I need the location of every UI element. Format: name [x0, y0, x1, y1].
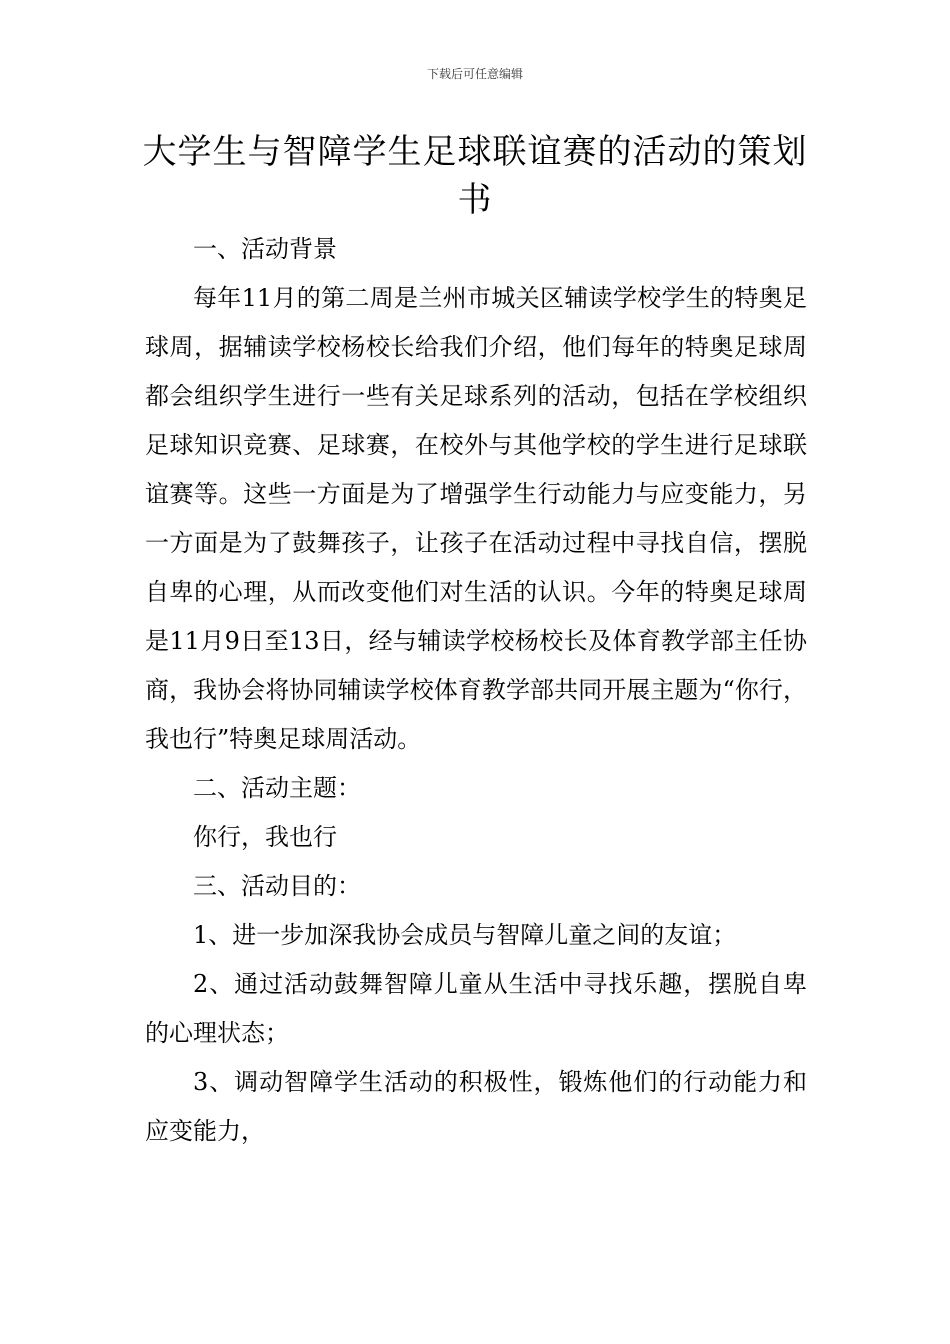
goal-item-1: 1、进一步加深我协会成员与智障儿童之间的友谊；: [193, 921, 737, 949]
document-body: [145, 225, 807, 1156]
background-paragraph: 每年11月的第二周是兰州市城关区辅读学校学生的特奥足球周，据辅读学校杨校长给我们介绍，他们每年的特奥足球周都会组织学生进行一些有关足球系列的活动，包括在学校组织足球知识竞赛、足球赛，在校外与其他学校的学生进行足球联谊赛等。这些一方面是为了增强学生行动能力与应变能力，另一方面是为了鼓舞孩子，让孩子在活动过程中寻找自信，摆脱自卑的心理，从而改变他们对生活的认识。今年的特奥足球周是11月9日至13日，经与辅读学校杨校长及体育教学部主任协商，我协会将协同辅读学校体育教学部共同开展主题为“你行，我也行”特奥足球周活动。: [145, 284, 807, 753]
goal-item-2: 2、通过活动鼓舞智障儿童从生活中寻找乐趣，摆脱自卑的心理状态；: [145, 970, 807, 1047]
section-heading-background: 一、活动背景: [193, 235, 337, 263]
header-note: 下载后可任意编辑: [426, 67, 523, 81]
document-title: 大学生与智障学生足球联谊赛的活动的策划书: [142, 132, 808, 220]
goal-item-3: 3、调动智障学生活动的积极性，锻炼他们的行动能力和应变能力，: [145, 1068, 807, 1145]
section-heading-theme: 二、活动主题：: [193, 774, 361, 802]
section-heading-goals: 三、活动目的：: [193, 872, 361, 900]
theme-text: 你行，我也行: [193, 823, 337, 851]
